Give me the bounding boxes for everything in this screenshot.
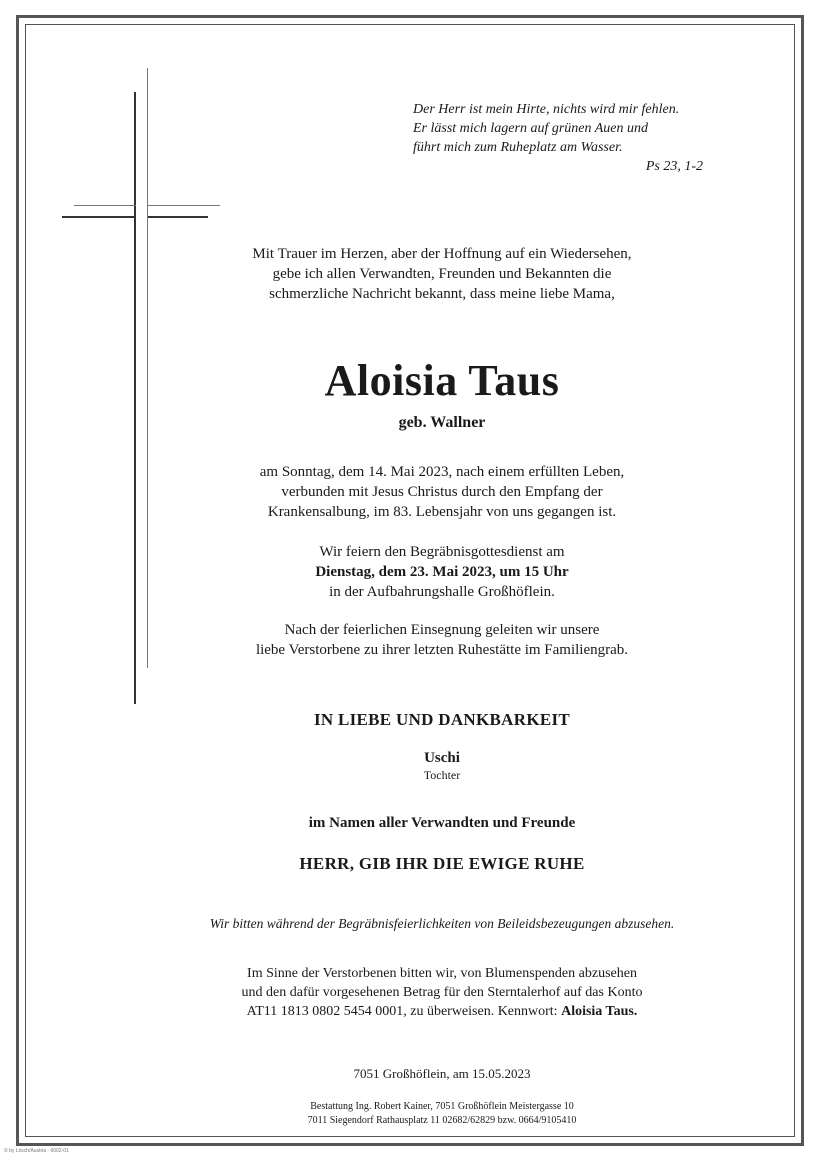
on-behalf: im Namen aller Verwandten und Freunde <box>308 815 576 831</box>
death-notice-line: am Sonntag, dem 14. Mai 2023, nach einem erfüllten Leben, <box>259 464 625 480</box>
donation-account: AT11 1813 0802 5454 0001, zu überweisen. Kennwort: <box>246 1004 558 1019</box>
burial-info <box>180 620 704 660</box>
mourner-relation: Tochter <box>423 768 461 782</box>
condolence-request: Wir bitten während der Begräbnisfeierlichkeiten von Beileidsbezeugungen abzusehen. <box>209 916 675 931</box>
funeral-location: in der Aufbahrungshalle Großhöflein. <box>329 584 555 600</box>
deceased-name: Aloisia Taus <box>324 356 560 405</box>
burial-line: liebe Verstorbene zu ihrer letzten Ruhestätte im Familiengrab. <box>255 642 629 658</box>
intro-line: gebe ich allen Verwandten, Freunden und Bekannten die <box>272 266 612 282</box>
imprint: © by Lösch/Austria - 6002-01 <box>4 1148 69 1154</box>
funeral-line: Wir feiern den Begräbnisgottesdienst am <box>319 544 565 560</box>
burial-line: Nach der feierlichen Einsegnung geleiten wir unsere <box>284 622 600 638</box>
donation-line: und den dafür vorgesehenen Betrag für den Sterntalerhof auf das Konto <box>241 985 643 1000</box>
donation-line: Im Sinne der Verstorbenen bitten wir, von Blumenspenden abzusehen <box>247 966 637 981</box>
place-date: 7051 Großhöflein, am 15.05.2023 <box>353 1066 531 1081</box>
death-notice <box>180 462 704 522</box>
death-notice-line: Krankensalbung, im 83. Lebensjahr von uns gegangen ist. <box>267 504 617 520</box>
undertaker-info <box>180 1100 704 1128</box>
intro-paragraph <box>180 244 704 304</box>
funeral-info <box>180 542 704 602</box>
death-notice-line: verbunden mit Jesus Christus durch den Empfang der <box>281 484 603 500</box>
funeral-date-time: Dienstag, dem 23. Mai 2023, um 15 Uhr <box>315 564 569 580</box>
gratitude-heading: IN LIEBE UND DANKBARKEIT <box>313 710 571 729</box>
psalm-line: Der Herr ist mein Hirte, nichts wird mir fehlen. <box>413 102 680 117</box>
undertaker-line: Bestattung Ing. Robert Kainer, 7051 Großhöflein Meistergasse 10 <box>310 1101 574 1112</box>
intro-line: Mit Trauer im Herzen, aber der Hoffnung auf ein Wiedersehen, <box>252 246 632 262</box>
psalm-line: führt mich zum Ruheplatz am Wasser. <box>413 140 623 155</box>
psalm-quote <box>413 100 713 176</box>
donation-keyword: Aloisia Taus. <box>561 1004 638 1019</box>
prayer: HERR, GIB IHR DIE EWIGE RUHE <box>299 854 585 873</box>
mourner <box>180 750 704 783</box>
birth-name: geb. Wallner <box>398 414 486 431</box>
donation-line <box>160 1002 724 1021</box>
donation-request <box>160 964 724 1021</box>
psalm-line: Er lässt mich lagern auf grünen Auen und <box>413 121 649 136</box>
intro-line: schmerzliche Nachricht bekannt, dass meine liebe Mama, <box>269 286 615 302</box>
psalm-reference: Ps 23, 1-2 <box>645 159 703 174</box>
mourner-name: Uschi <box>424 750 460 766</box>
undertaker-line: 7011 Siegendorf Rathausplatz 11 02682/62829 bzw. 0664/9105410 <box>307 1115 577 1126</box>
